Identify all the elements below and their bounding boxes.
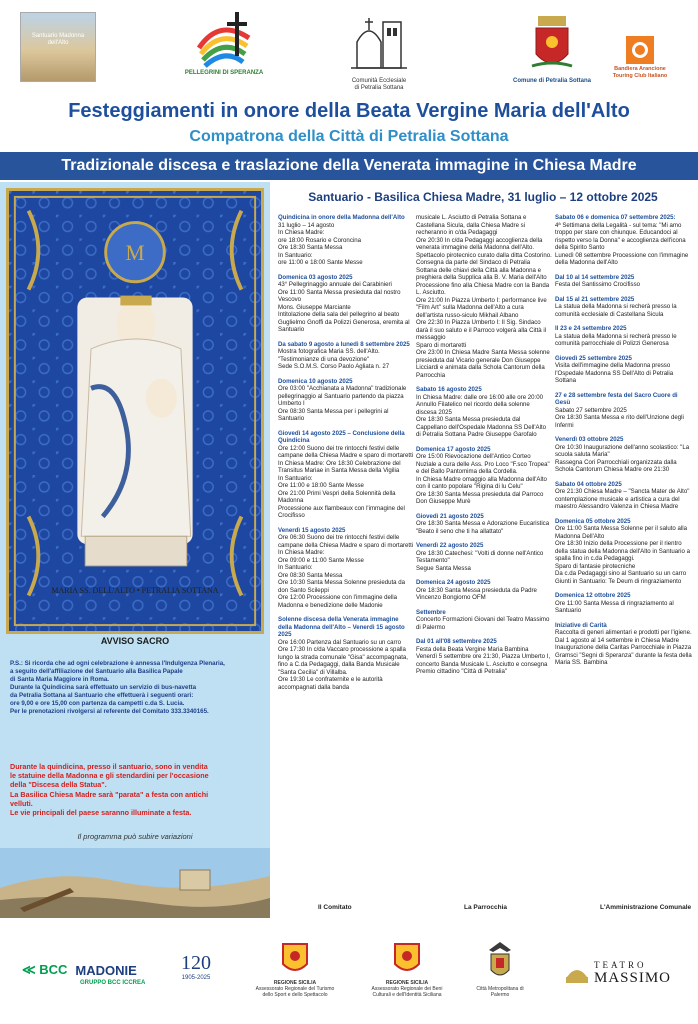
event-line: Ore 17:30 In c/da Vaccaro processione a spalla lungo la strada comunale "Gisa" accompagnata, fino a C.da Pedagaggi, dalla Banda Musicale "Santa Cecilia" di Villalba.: [278, 646, 409, 676]
event-line: Intitolazione della sala del pellegrino al beato Guglielmo Gnoffi da Polizzi Generosa, eremita al Santuario: [278, 311, 410, 333]
regione1-title: REGIONE SICILIA: [273, 980, 317, 986]
event-line: Ore 20:30 In c/da Pedagaggi accoglienza della venerata immagine della Madonna dell'Alto. Spettacolo pirotecnico curato dalla ditta Costorino.: [416, 236, 552, 259]
event-heading: Domenica 10 agosto 2025: [278, 377, 353, 385]
program-event: [555, 296, 693, 319]
event-heading: Sabato 04 ottobre 2025: [555, 480, 622, 488]
regione2-title: REGIONE SICILIA: [385, 980, 429, 986]
program-event: [555, 214, 693, 267]
event-line: Ore 03:00 "Acchianata a Madonna" tradizionale pellegrinaggio al Santuario partendo da piazza Umberto I: [278, 385, 407, 407]
event-heading: Venerdì 15 agosto 2025: [278, 526, 346, 534]
event-heading: Solenne discesa della Venerata immagine della Madonna dell'Alto – Venerdì 15 agosto 2025: [278, 616, 405, 638]
signature-comitato: Il Comitato: [318, 904, 352, 911]
event-line: In Chiesa Madre: dalle ore 16:00 alle ore 20:00 Annullo Filatelico nel ricordo della solenne discesa 2025: [416, 393, 544, 416]
program-event: [416, 579, 552, 602]
program-event: [555, 592, 693, 615]
svg-text:M: M: [125, 240, 145, 266]
trinacria-icon: [391, 942, 423, 978]
bandiera-caption-1: Bandiera Arancione: [614, 66, 666, 72]
program-event: [278, 214, 414, 267]
event-line: Ore 11:00 e 18:00 Sante Messe: [278, 482, 364, 489]
event-line: Ore 23:00 In Chiesa Madre Santa Messa solenne presieduta dal Vicario generale Don Giuseppe Licciardi e animata dalla Schola Cantorum della Parrocchia: [416, 349, 550, 379]
event-line: 31 luglio – 14 agosto: [278, 221, 335, 229]
teatro-word: TEATRO: [594, 960, 647, 970]
event-heading: Da sabato 9 agosto a lunedì 8 settembre 2025: [278, 340, 410, 348]
event-line: Rassegna Cori Parrocchiali organizzata dalla Schola Cantorum Chiesa Madre ore 21:30: [555, 458, 677, 473]
program-event: [278, 341, 414, 371]
event-line: Concerto Formazioni Giovani del Teatro Massimo di Palermo: [416, 616, 550, 631]
bcc-mark: ≪ BCC: [22, 962, 68, 977]
ps-line: ore 9,00 e ore 15,00 con partenza da campetti c.da S. Lucia.: [10, 700, 185, 707]
event-line: Raccolta di generi alimentari e prodotti per l'igiene. Dal 1 agosto al 14 settembre in Chiesa Madre: [555, 629, 692, 644]
jubilee-caption: PELLEGRINI DI SPERANZA: [184, 70, 264, 76]
ecclesial-community-logo: [336, 8, 422, 100]
program-column-2: [416, 214, 552, 904]
event-line: Giunti in Santuario: Te Deum di ringraziamento: [555, 577, 682, 585]
statue-label: MARIA SS. DELL'ALTO • PETRALIA SOTTANA: [51, 586, 219, 595]
madonna-statue-image: [6, 188, 264, 634]
event-heading: Domenica 24 agosto 2025: [416, 579, 491, 586]
event-heading: Sabato 16 agosto 2025: [416, 386, 482, 393]
jubilee-cross-icon: [189, 8, 259, 70]
event-line: Ore 10:30 Santa Messa Solenne presieduta da don Santo Scileppi: [278, 579, 406, 594]
statue-illustration: [9, 191, 261, 631]
event-line: Venerdì 5 settembre ore 21:30, Piazza Umberto I, concerto Banda Musicale L. Asciutto e consegna Premio cittadino "Città di Petralia": [416, 653, 551, 675]
ps-line: da Petralia Sottana al Santuario che effettuerà i seguenti orari:: [10, 692, 194, 699]
program-event: [555, 481, 693, 511]
event-line: Sparo di fantasie pirotecniche: [555, 562, 636, 570]
event-line: Ore 22:30 In Piazza Umberto I: Il Sig. Sindaco darà il suo saluto e il Parroco volgerà alla Città il messaggio: [416, 319, 547, 341]
event-line: Segue Santa Messa: [416, 564, 471, 572]
event-line: Sede S.O.M.S. Corso Paolo Agliata n. 27: [278, 363, 390, 370]
event-line: Ore 21:30 Chiesa Madre – "Sancta Mater de Alto" contemplazione musicale e artistica a cura del maestro Alessandro Valenza in Chiesa Madre: [555, 488, 690, 510]
event-line: Ore 06:30 Suono dei tre rintocchi festivi delle campane della Chiesa Madre e sparo di mortaretti: [278, 534, 414, 549]
event-line: Inaugurazione della Caritas Parrocchiale in Piazza Gramsci "Segni di Speranza" durante la festa della Maria SS. Bambina: [555, 644, 692, 666]
event-line: In Chiesa Madre:: [278, 229, 325, 236]
citta-metropolitana-logo: [470, 938, 530, 998]
red-line: della "Discesa della Statua".: [10, 780, 107, 790]
bandiera-arancione-logo: [602, 34, 678, 92]
ps-line: Durante la Quindicina sarà effettuato un servizio di bus-navetta: [10, 684, 197, 691]
teatro-massimo-logo: [564, 960, 671, 987]
event-line: 4ª Settimana della Legalità - sul tema: "Mi amo troppo per stare con chiunque. Educandoci al rispetto verso la Donna" e accoglienza dell'icona della Spirito Santo: [555, 221, 686, 251]
event-heading: Domenica 17 agosto 2025: [416, 445, 491, 453]
program-column-1: [278, 214, 414, 904]
event-line: Ore 18:30 Santa Messa presieduta dal Parroco Don Giuseppe Murè: [416, 490, 544, 505]
event-line: ore 11:00 e 18:00 Sante Messe: [278, 259, 363, 266]
anniversary-years: 1905-2025: [181, 975, 211, 981]
program-event: [555, 392, 693, 430]
program-event: [416, 513, 552, 536]
ps-line: P.S.: Si ricorda che ad ogni celebrazione è annessa l'Indulgenza Plenaria,: [10, 660, 225, 667]
event-line: In Chiesa Madre: Ore 18:30 Celebrazione del Transitus Mariae in Santa Messa della Vigilia: [278, 459, 401, 474]
program-event: [555, 325, 693, 348]
red-line: La Basilica Chiesa Madre sarà "parata" a festa con antichi: [10, 789, 209, 799]
event-heading: Giovedì 21 agosto 2025: [416, 512, 484, 520]
event-line: Ore 19:30 Le confraternite e le autorità accompagnati dalla banda: [278, 676, 383, 691]
ps-line: Per le prenotazioni rivolgersi al referente del Comitato 333.3340165.: [10, 708, 209, 715]
church-icon: [347, 8, 411, 78]
sanctuary-logo-title: Santuario Madonna dell'Alto: [31, 33, 85, 46]
landscape-photo: [0, 848, 270, 918]
event-heading: Dal 10 al 14 settembre 2025: [555, 273, 635, 281]
program-event: [555, 355, 693, 385]
event-heading: Venerdì 03 ottobre 2025: [555, 436, 624, 443]
jubilee-logo: [182, 8, 266, 92]
event-heading: Dal 01 all'08 settembre 2025: [416, 638, 497, 645]
massimo-word: MASSIMO: [594, 970, 672, 986]
event-line: Ore 18:30 Catechesi: "Volti di donne nell'Antico Testamento": [416, 549, 544, 564]
event-line: Ore 18:30 Santa Messa: [278, 244, 343, 251]
event-line: Ore 11:00 Santa Messa Solenne per il saluto alla Madonna Dell'Alto: [555, 525, 687, 540]
event-line: Ore 18:30 Inizio della Processione per il rientro della statua della Madonna dell'Alto in Santuario a spalla fino in c.da Pedagaggi.: [555, 540, 690, 562]
event-line: Ore 18:30 Santa Messa presieduta da Padre Vincenzo Bongiorno OFM: [416, 586, 537, 601]
coat-of-arms-icon: [530, 12, 574, 78]
event-line: Ore 10:30 Inaugurazione dell'anno scolastico: "La scuola saluta Maria": [555, 443, 690, 458]
ps-notice: [10, 660, 264, 716]
event-line: Ore 15:00 Rievocazione dell'Antico Corteo Nuziale a cura delle Ass. Pro Loco "F.sco Tropea" e del Ballo Pantomima della Cordella.: [416, 453, 550, 475]
program-event: [416, 446, 552, 506]
event-line: Ore 18:30 Santa Messa presieduta dal Cappellano dell'Ospedale Madonna SS Dell'Alto di Petralia Sottana Padre Giuseppe Garofalo: [416, 416, 547, 438]
event-line: Processione fino alla Chiesa Madre con la Banda L. Asciutto.: [416, 281, 550, 296]
program-event: [278, 616, 414, 691]
program-event: [555, 518, 693, 586]
event-line: In Santuario:: [278, 474, 313, 482]
program-event: [416, 542, 552, 572]
comune-caption: Comune di Petralia Sottana: [512, 78, 591, 84]
signature-parrocchia: La Parrocchia: [464, 904, 507, 911]
event-line: Ore 16:00 Partenza dal Santuario su un carro: [278, 638, 401, 646]
event-heading: Giovedì 14 agosto 2025 – Conclusione della Quindicina: [278, 429, 405, 444]
bcc-text: MADONIE: [75, 962, 137, 978]
event-line: Ore 18:30 Santa Messa e Adorazione Eucaristica "Beato il seno che ti ha allattato": [416, 520, 550, 535]
event-heading: Venerdì 22 agosto 2025: [416, 542, 484, 549]
event-line: Ore 21:00 In Piazza Umberto I: performance live "Film Art" sulla Madonna dell'Alto a cura dell'artista russo-siculo Mikhail Albano: [416, 296, 547, 319]
event-line: Ore 21:00 Primi Vespri della Solennità della Madonna: [278, 489, 396, 504]
event-line: Consegna da parte del Sindaco di Petralia Sottana delle chiavi della Città alla Madonna e preghiera della Supplica alla B. V. Maria dell'Alto: [416, 259, 547, 281]
event-heading: Domenica 05 ottobre 2025: [555, 517, 631, 525]
event-line: Ore 08:30 Santa Messa: [278, 571, 343, 579]
event-heading: Dal 15 al 21 settembre 2025: [555, 295, 635, 303]
regione-beni-culturali-logo: [362, 942, 452, 998]
eagle-crest-icon: [485, 938, 515, 986]
left-panel: [0, 182, 270, 918]
event-line: Ore 11:00 Santa Messa di ringraziamento al Santuario: [555, 599, 674, 614]
program-event: [416, 609, 552, 632]
red-line: le statuine della Madonna e gli stendardini per l'occasione: [10, 771, 209, 781]
page-subtitle: Compatrona della Città di Petralia Sottana: [189, 128, 509, 145]
program-event: [555, 436, 693, 474]
ps-line: a seguito dell'affiliazione del Santuario alla Basilica Papale: [10, 668, 183, 675]
theatre-dome-icon: [564, 963, 590, 985]
event-heading: Quindicina in onore della Madonna dell'Alto: [278, 214, 405, 221]
red-line: Durante la quindicina, presso il santuario, sono in vendita: [10, 762, 208, 771]
metro-caption: Città Metropolitana di Palermo: [476, 986, 524, 998]
event-line: ore 18:00 Rosario e Coroncina: [278, 236, 361, 244]
anniversary-logo: [174, 952, 218, 981]
event-line: Ore 12:00 Processione con l'immagine della Madonna e benedizione delle Madonie: [278, 594, 398, 609]
event-line: In Santuario:: [278, 251, 313, 259]
event-heading: Sabato 06 e domenica 07 settembre 2025:: [555, 214, 676, 221]
program-event: [555, 274, 693, 289]
event-heading: Domenica 03 agosto 2025: [278, 273, 353, 281]
event-heading: Il 23 e 24 settembre 2025: [555, 325, 627, 332]
event-line: Sparo di mortaretti: [416, 341, 467, 349]
sanctuary-photo-logo: [20, 12, 96, 82]
red-line: velluti.: [10, 798, 33, 808]
program-column-3: [555, 214, 693, 904]
signatures: [276, 904, 694, 916]
event-line: Festa della Beata Vergine Maria Bambina: [416, 645, 529, 653]
header-logos: [14, 6, 684, 96]
event-heading: Iniziative di Carità: [555, 621, 607, 629]
red-notice: [10, 762, 264, 817]
event-heading: Giovedì 25 settembre 2025: [555, 354, 632, 362]
regione-turismo-logo: [250, 942, 340, 998]
sponsor-footer: [0, 932, 698, 1024]
event-line: Ore 08:30 Santa Messa per i pellegrini al Santuario: [278, 407, 389, 422]
regione1-desc: Assessorato Regionale del Turismo dello Sport e dello Spettacolo: [255, 986, 335, 998]
event-line: La statua della Madonna si recherà presso la comunità ecclesiale di Castellana Sicula: [555, 303, 677, 318]
event-heading: 27 e 28 settembre festa del Sacro Cuore di Gesù: [555, 391, 678, 406]
event-line: Ore 18:30 Santa Messa e rito dell'Unzione degli Infermi: [555, 414, 684, 429]
event-heading: Settembre: [416, 608, 446, 616]
event-line: In Santuario:: [278, 564, 313, 571]
event-line: Festa del Santissimo Crocifisso: [555, 281, 641, 288]
event-line: Lunedì 08 settembre Processione con l'immagine della Madonna dell'Alto: [555, 251, 689, 266]
anniversary-number: 120: [181, 952, 211, 974]
event-line: Mons. Giuseppe Marciante: [278, 303, 351, 311]
program-event: [555, 622, 693, 667]
regione2-desc: Assessorato Regionale dei Beni Culturali e dell'Identità Siciliana: [371, 986, 443, 998]
program-event: [416, 386, 552, 439]
event-line: Mostra fotografica Maria SS. dell'Alto.: [278, 348, 380, 355]
bcc-madonie-logo: [22, 962, 137, 978]
event-line: "Testimonianze di una devozione": [278, 355, 370, 363]
event-line: 43° Pellegrinaggio annuale dei Carabinieri: [278, 281, 392, 288]
program-columns: [276, 214, 694, 904]
event-line: Sabato 27 settembre 2025: [555, 406, 627, 414]
event-line: Ore 12:00 Suono dei tre rintocchi festivi delle campane della Chiesa Madre e sparo di mortaretti: [278, 444, 414, 459]
event-line: La statua della Madonna si recherà presso le comunità parrocchiale di Polizzi Generosa: [555, 332, 677, 347]
dates-subtitle: Santuario - Basilica Chiesa Madre, 31 luglio – 12 ottobre 2025: [308, 190, 658, 204]
ecclesial-caption-1: Comunità Ecclesiale: [351, 78, 407, 84]
event-line: musicale L. Asciutto di Petralia Sottana e Castellana Sicula, dalla Chiesa Madre si recheranno in c/da Pedagaggi: [416, 214, 527, 236]
program-event: [278, 274, 414, 334]
event-line: In Chiesa Madre:: [278, 549, 325, 556]
program-variations-note: Il programma può subire variazioni: [77, 832, 193, 841]
page-title: Festeggiamenti in onore della Beata Vergine Maria dell'Alto: [68, 100, 630, 122]
program-event: [416, 638, 552, 676]
avviso-sacro-heading: AVVISO SACRO: [100, 636, 170, 646]
event-line: Visita dell'immagine della Madonna presso l'Ospedale Madonna SS Dell'Alto di Petralia Sottana: [555, 362, 674, 384]
event-line: In Chiesa Madre omaggio alla Madonna dell'Alto con il canto popolare "Rigina di lu Celu": [416, 475, 547, 490]
bandiera-caption-2: Touring Club Italiano: [612, 73, 668, 79]
ecclesial-caption-2: di Petralia Sottana: [354, 85, 404, 91]
program-event: [278, 430, 414, 520]
event-line: Processione aux flambeaux con l'immagine del Crocifisso: [278, 504, 405, 519]
orange-flag-icon: [624, 34, 656, 66]
comune-logo: [506, 12, 598, 98]
ps-line: di Santa Maria Maggiore in Roma.: [10, 676, 110, 683]
event-line: Da c.da Pedagaggi sino al Santuario su un carro: [555, 570, 687, 577]
red-line: Le vie principali del paese saranno illuminate a festa.: [10, 808, 192, 818]
program-event: [278, 378, 414, 423]
title-banner: Tradizionale discesa e traslazione della Venerata immagine in Chiesa Madre: [0, 152, 698, 180]
signature-amministrazione: L'Amministrazione Comunale: [600, 904, 692, 911]
bcc-sub: GRUPPO BCC ICCREA: [80, 980, 146, 986]
event-heading: Domenica 12 ottobre 2025: [555, 592, 631, 599]
event-line: Ore 11:00 Santa Messa presieduta dal nostro Vescovo: [278, 288, 401, 303]
program-event: [416, 214, 552, 379]
program-event: [278, 527, 414, 610]
trinacria-icon: [279, 942, 311, 978]
event-line: Ore 09:00 e 11:00 Sante Messe: [278, 556, 364, 564]
